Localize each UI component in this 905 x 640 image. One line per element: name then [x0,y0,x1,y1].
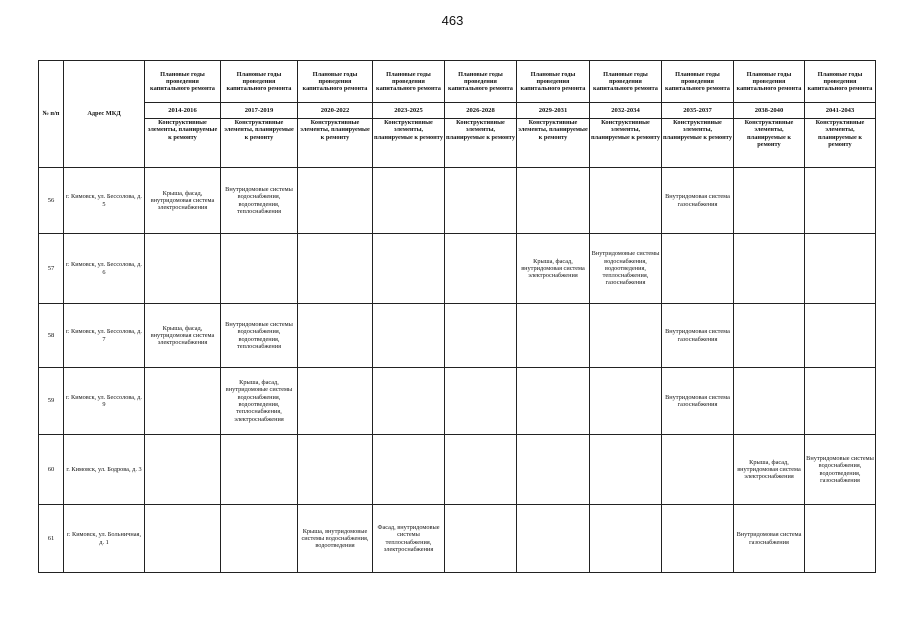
repair-cell: Внутридомовая система газоснабжения [734,505,805,573]
repair-cell [298,368,373,435]
table-row [39,234,876,304]
repair-cell [590,304,662,368]
row-address: г. Кимовск, ул. Бессолова, д. 9 [64,368,145,435]
row-address: г. Кимовск, ул. Бессолова, д. 6 [64,234,145,304]
repair-cell [445,368,517,435]
repair-cell [734,168,805,234]
table-row [39,435,876,505]
period-header: 2032-2034 [590,103,662,119]
period-header: 2035-2037 [662,103,734,119]
repair-cell [517,304,590,368]
repair-cell [662,505,734,573]
repair-cell [145,368,221,435]
plan-header: Плановые годы проведения капитального ремонта [662,61,734,103]
repair-cell [221,435,298,505]
elements-header: Конструктивные элементы, планируемые к ремонту [145,119,221,168]
plan-header: Плановые годы проведения капитального ремонта [145,61,221,103]
repair-cell [734,234,805,304]
repair-cell: Внутридомовые системы водоснабжения, водоотведения, теплоснабжения, газоснабжения [590,234,662,304]
plan-header: Плановые годы проведения капитального ремонта [221,61,298,103]
plan-header: Плановые годы проведения капитального ремонта [590,61,662,103]
elements-header: Конструктивные элементы, планируемые к ремонту [590,119,662,168]
elements-header: Конструктивные элементы, планируемые к ремонту [805,119,876,168]
repair-cell [145,505,221,573]
plan-header: Плановые годы проведения капитального ремонта [517,61,590,103]
repair-cell [373,304,445,368]
repair-cell [805,234,876,304]
row-number: 58 [39,304,64,368]
table-row [39,304,876,368]
table-row [39,368,876,435]
repair-cell [590,435,662,505]
row-address: г. Кимовск, ул. Бодрова, д. 3 [64,435,145,505]
repair-cell [445,435,517,505]
repair-cell [298,435,373,505]
repair-cell [145,435,221,505]
period-header: 2038-2040 [734,103,805,119]
repair-cell [373,234,445,304]
repair-cell [517,505,590,573]
repair-cell: Фасад, внутридомовые системы теплоснабжения, электроснабжения [373,505,445,573]
capital-repair-table [38,60,876,573]
page-number: 463 [441,13,464,28]
repair-cell: Крыша, фасад, внутридомовая система электроснабжения [145,168,221,234]
repair-cell: Внутридомовые системы водоснабжения, водоотведения, газоснабжения [805,435,876,505]
repair-cell [805,505,876,573]
repair-cell: Внутридомовая система газоснабжения [662,304,734,368]
repair-cell [373,368,445,435]
repair-cell [298,168,373,234]
repair-cell [590,505,662,573]
row-address: г. Кимовск, ул. Бессолова, д. 7 [64,304,145,368]
repair-cell: Крыша, фасад, внутридомовая система электроснабжения [517,234,590,304]
col-num-header: № п/п [39,61,64,168]
row-number: 61 [39,505,64,573]
elements-header: Конструктивные элементы, планируемые к ремонту [298,119,373,168]
plan-header: Плановые годы проведения капитального ремонта [734,61,805,103]
repair-cell [445,505,517,573]
row-number: 60 [39,435,64,505]
repair-cell [734,304,805,368]
repair-cell [805,368,876,435]
repair-cell [805,168,876,234]
period-header: 2023-2025 [373,103,445,119]
repair-cell [517,435,590,505]
repair-cell [221,505,298,573]
repair-cell [445,168,517,234]
period-header: 2014-2016 [145,103,221,119]
repair-cell [373,435,445,505]
repair-cell [221,234,298,304]
repair-cell [445,234,517,304]
elements-header: Конструктивные элементы, планируемые к ремонту [373,119,445,168]
period-header: 2026-2028 [445,103,517,119]
repair-cell: Крыша, фасад, внутридомовые системы водоснабжения, водоотведения, теплоснабжения, электроснабжения [221,368,298,435]
plan-header: Плановые годы проведения капитального ремонта [373,61,445,103]
repair-cell: Внутридомовая система газоснабжения [662,168,734,234]
repair-cell: Внутридомовые системы водоснабжения, водоотведения, теплоснабжения [221,304,298,368]
elements-header: Конструктивные элементы, планируемые к ремонту [221,119,298,168]
row-address: г. Кимовск, ул. Бессолова, д. 5 [64,168,145,234]
repair-cell: Крыша, фасад, внутридомовая система электроснабжения [145,304,221,368]
elements-header: Конструктивные элементы, планируемые к ремонту [445,119,517,168]
row-number: 57 [39,234,64,304]
table-body [39,168,876,573]
row-number: 56 [39,168,64,234]
elements-header: Конструктивные элементы, планируемые к ремонту [662,119,734,168]
repair-cell [298,234,373,304]
table-row [39,505,876,573]
repair-cell [734,368,805,435]
repair-cell [662,234,734,304]
period-header: 2029-2031 [517,103,590,119]
repair-cell [373,168,445,234]
plan-header: Плановые годы проведения капитального ремонта [805,61,876,103]
period-header: 2020-2022 [298,103,373,119]
plan-header: Плановые годы проведения капитального ремонта [445,61,517,103]
repair-cell [662,435,734,505]
repair-cell [517,168,590,234]
col-address-header: Адрес МКД [64,61,145,168]
repair-cell [590,168,662,234]
elements-header: Конструктивные элементы, планируемые к ремонту [517,119,590,168]
repair-cell [805,304,876,368]
table-row [39,168,876,234]
elements-header: Конструктивные элементы, планируемые к ремонту [734,119,805,168]
period-header: 2041-2043 [805,103,876,119]
period-header: 2017-2019 [221,103,298,119]
plan-header: Плановые годы проведения капитального ремонта [298,61,373,103]
repair-cell: Внутридомовая система газоснабжения [662,368,734,435]
repair-cell [145,234,221,304]
repair-cell: Внутридомовые системы водоснабжения, водоотведения, теплоснабжения [221,168,298,234]
repair-cell [298,304,373,368]
row-address: г. Кимовск, ул. Больничная, д. 1 [64,505,145,573]
repair-cell [517,368,590,435]
repair-cell: Крыша, внутридомовые системы водоснабжения, водоотведения [298,505,373,573]
repair-cell [590,368,662,435]
repair-cell [445,304,517,368]
row-number: 59 [39,368,64,435]
repair-cell: Крыша, фасад, внутридомовая система электроснабжения [734,435,805,505]
